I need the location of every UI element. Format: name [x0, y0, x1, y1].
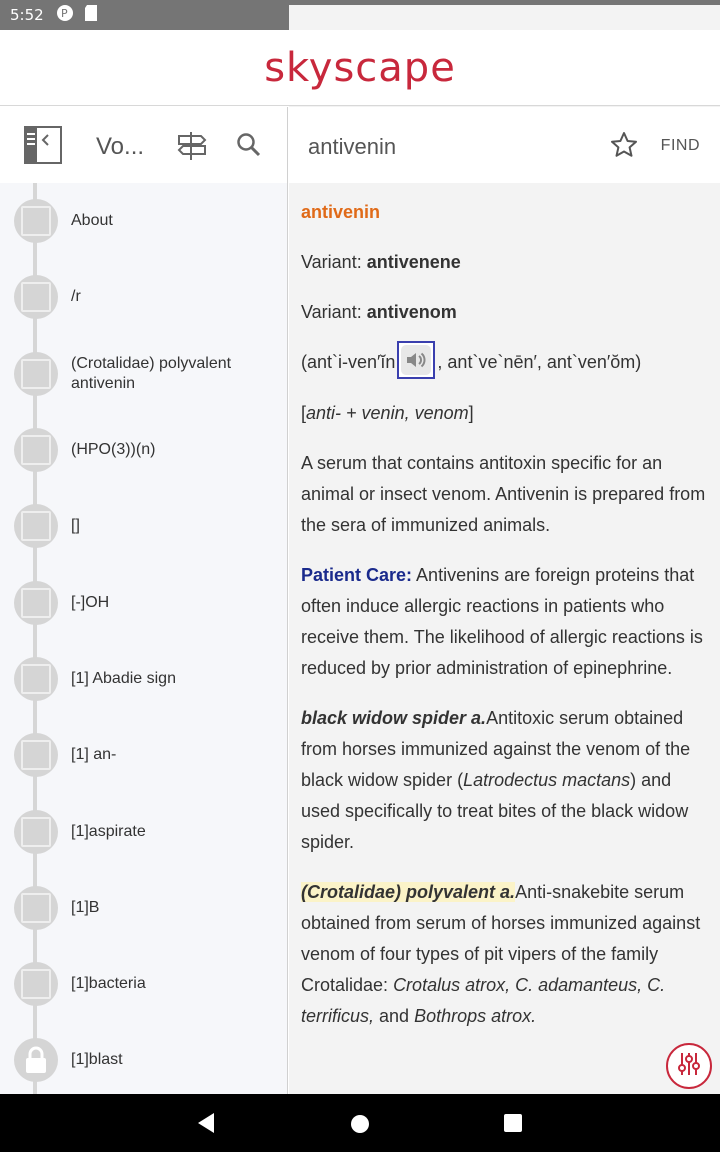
recents-icon[interactable] — [504, 1114, 522, 1137]
variant-value: antivenom — [366, 302, 457, 322]
patient-care — [301, 560, 708, 684]
etymology-bracket: [ — [301, 403, 307, 424]
index-item[interactable] — [0, 870, 287, 946]
checkbox-icon — [14, 428, 58, 472]
brand-logo: skyscape — [264, 44, 456, 91]
index-item[interactable] — [0, 564, 287, 640]
subentry-term-highlighted[interactable]: (Crotalidae) polyvalent a. — [301, 882, 516, 903]
speaker-icon — [401, 345, 431, 375]
subentry-text: Anti-snakebite serum obtained from serum of horses immunized against venom of four types of pit vipers of the family Crotalidae: — [301, 882, 701, 996]
search-icon[interactable] — [236, 132, 262, 163]
subentry-text: and — [374, 1006, 415, 1027]
variant-line-1 — [301, 247, 708, 278]
index-item-label: (Crotalidae) polyvalent antivenin — [71, 354, 232, 392]
index-item-label: (HPO(3))(n) — [71, 441, 156, 459]
entry-headword: antivenin — [301, 202, 381, 222]
checkbox-icon — [14, 810, 58, 854]
index-item[interactable] — [0, 336, 287, 412]
subentry-term[interactable]: black widow spider a. — [301, 708, 487, 729]
index-item[interactable] — [0, 183, 287, 259]
settings-sliders-button[interactable] — [666, 1043, 712, 1089]
app-notification-icon — [56, 4, 74, 27]
species-name: Bothrops atrox. — [414, 1006, 537, 1027]
index-item[interactable] — [0, 259, 287, 335]
index-item-label: About — [71, 212, 113, 230]
home-icon[interactable] — [350, 1114, 370, 1139]
variant-label: Variant: — [301, 252, 362, 272]
index-item-label: [1] Abadie sign — [71, 669, 176, 687]
system-nav-bar — [0, 1094, 720, 1152]
etymology-bracket: ] — [468, 403, 474, 424]
pronunciation — [301, 347, 708, 379]
index-item-label: /r — [71, 288, 81, 306]
etymology-text: anti- + venin, venom — [306, 403, 469, 424]
patient-care-label: Patient Care: — [301, 565, 413, 586]
index-toolbar — [0, 107, 287, 183]
subentry-text: ) and used specifically to treat bites of the black widow spider. — [301, 770, 689, 853]
variant-line-2 — [301, 297, 708, 328]
checkbox-icon — [14, 733, 58, 777]
index-item-label: [1]blast — [71, 1051, 123, 1069]
checkbox-icon — [14, 275, 58, 319]
entry-toolbar — [289, 107, 720, 183]
variant-value: antivenene — [366, 252, 461, 272]
index-item[interactable] — [0, 412, 287, 488]
checkbox-icon — [14, 886, 58, 930]
index-item-label: [-]OH — [71, 593, 110, 611]
entry-content — [289, 183, 720, 1032]
index-item-label: [1]aspirate — [71, 822, 146, 840]
variant-label: Variant: — [301, 302, 362, 322]
svg-text:P: P — [60, 6, 68, 20]
index-item-label: [1]B — [71, 898, 100, 916]
find-button[interactable]: FIND — [660, 137, 700, 154]
definition: A serum that contains antitoxin specific for an animal or insect venom. Antivenin is prepared from the sera of immunized animals. — [301, 453, 706, 536]
etymology — [301, 398, 708, 429]
back-icon[interactable] — [196, 1112, 216, 1139]
pronunciation-text: (ant`i-ven′ĭn — [301, 352, 396, 372]
subentry-crotalidae — [301, 877, 708, 1032]
subentry-black-widow — [301, 703, 708, 858]
sd-card-icon — [84, 4, 98, 27]
sliders-icon — [675, 1050, 703, 1083]
pronunciation-variants: , ant`ve`nēn′, ant`ven′ŏm) — [437, 352, 642, 372]
index-item-label: [1]bacteria — [71, 975, 146, 993]
index-item[interactable] — [0, 641, 287, 717]
brand-header — [0, 30, 720, 106]
checkbox-icon — [14, 352, 58, 396]
lock-icon — [14, 1038, 58, 1082]
checkbox-icon — [14, 962, 58, 1006]
index-item[interactable] — [0, 1022, 287, 1094]
status-time: 5:52 — [10, 6, 44, 24]
subentry-text: Antitoxic serum obtained from horses immunized against the venom of the black widow spider ( — [301, 708, 691, 791]
status-bar — [0, 0, 720, 30]
species-name: Crotalus atrox, C. adamanteus, C. terrificus, — [301, 975, 666, 1027]
patient-care-text: Antivenins are foreign proteins that often induce allergic reactions in patients who receive them. The likelihood of allergic reactions is reduced by prior administration of epinephrine. — [301, 565, 703, 679]
index-title: Vo... — [96, 133, 145, 160]
book-sidebar-icon[interactable] — [24, 125, 62, 170]
entry-panel — [289, 107, 720, 1094]
checkbox-icon — [14, 581, 58, 625]
index-item[interactable] — [0, 488, 287, 564]
audio-pronunciation-button[interactable] — [397, 341, 435, 379]
checkbox-icon — [14, 657, 58, 701]
index-item-label: [1] an- — [71, 746, 117, 764]
index-item[interactable] — [0, 717, 287, 793]
checkbox-icon — [14, 199, 58, 243]
index-item[interactable] — [0, 793, 287, 869]
star-icon[interactable] — [610, 131, 638, 164]
index-item[interactable] — [0, 946, 287, 1022]
index-list — [0, 183, 287, 1094]
index-item-label: [] — [71, 517, 80, 535]
checkbox-icon — [14, 504, 58, 548]
signpost-icon[interactable] — [176, 130, 208, 167]
species-name: Latrodectus mactans — [463, 770, 631, 791]
index-panel — [0, 107, 288, 1094]
entry-title: antivenin — [308, 134, 397, 159]
